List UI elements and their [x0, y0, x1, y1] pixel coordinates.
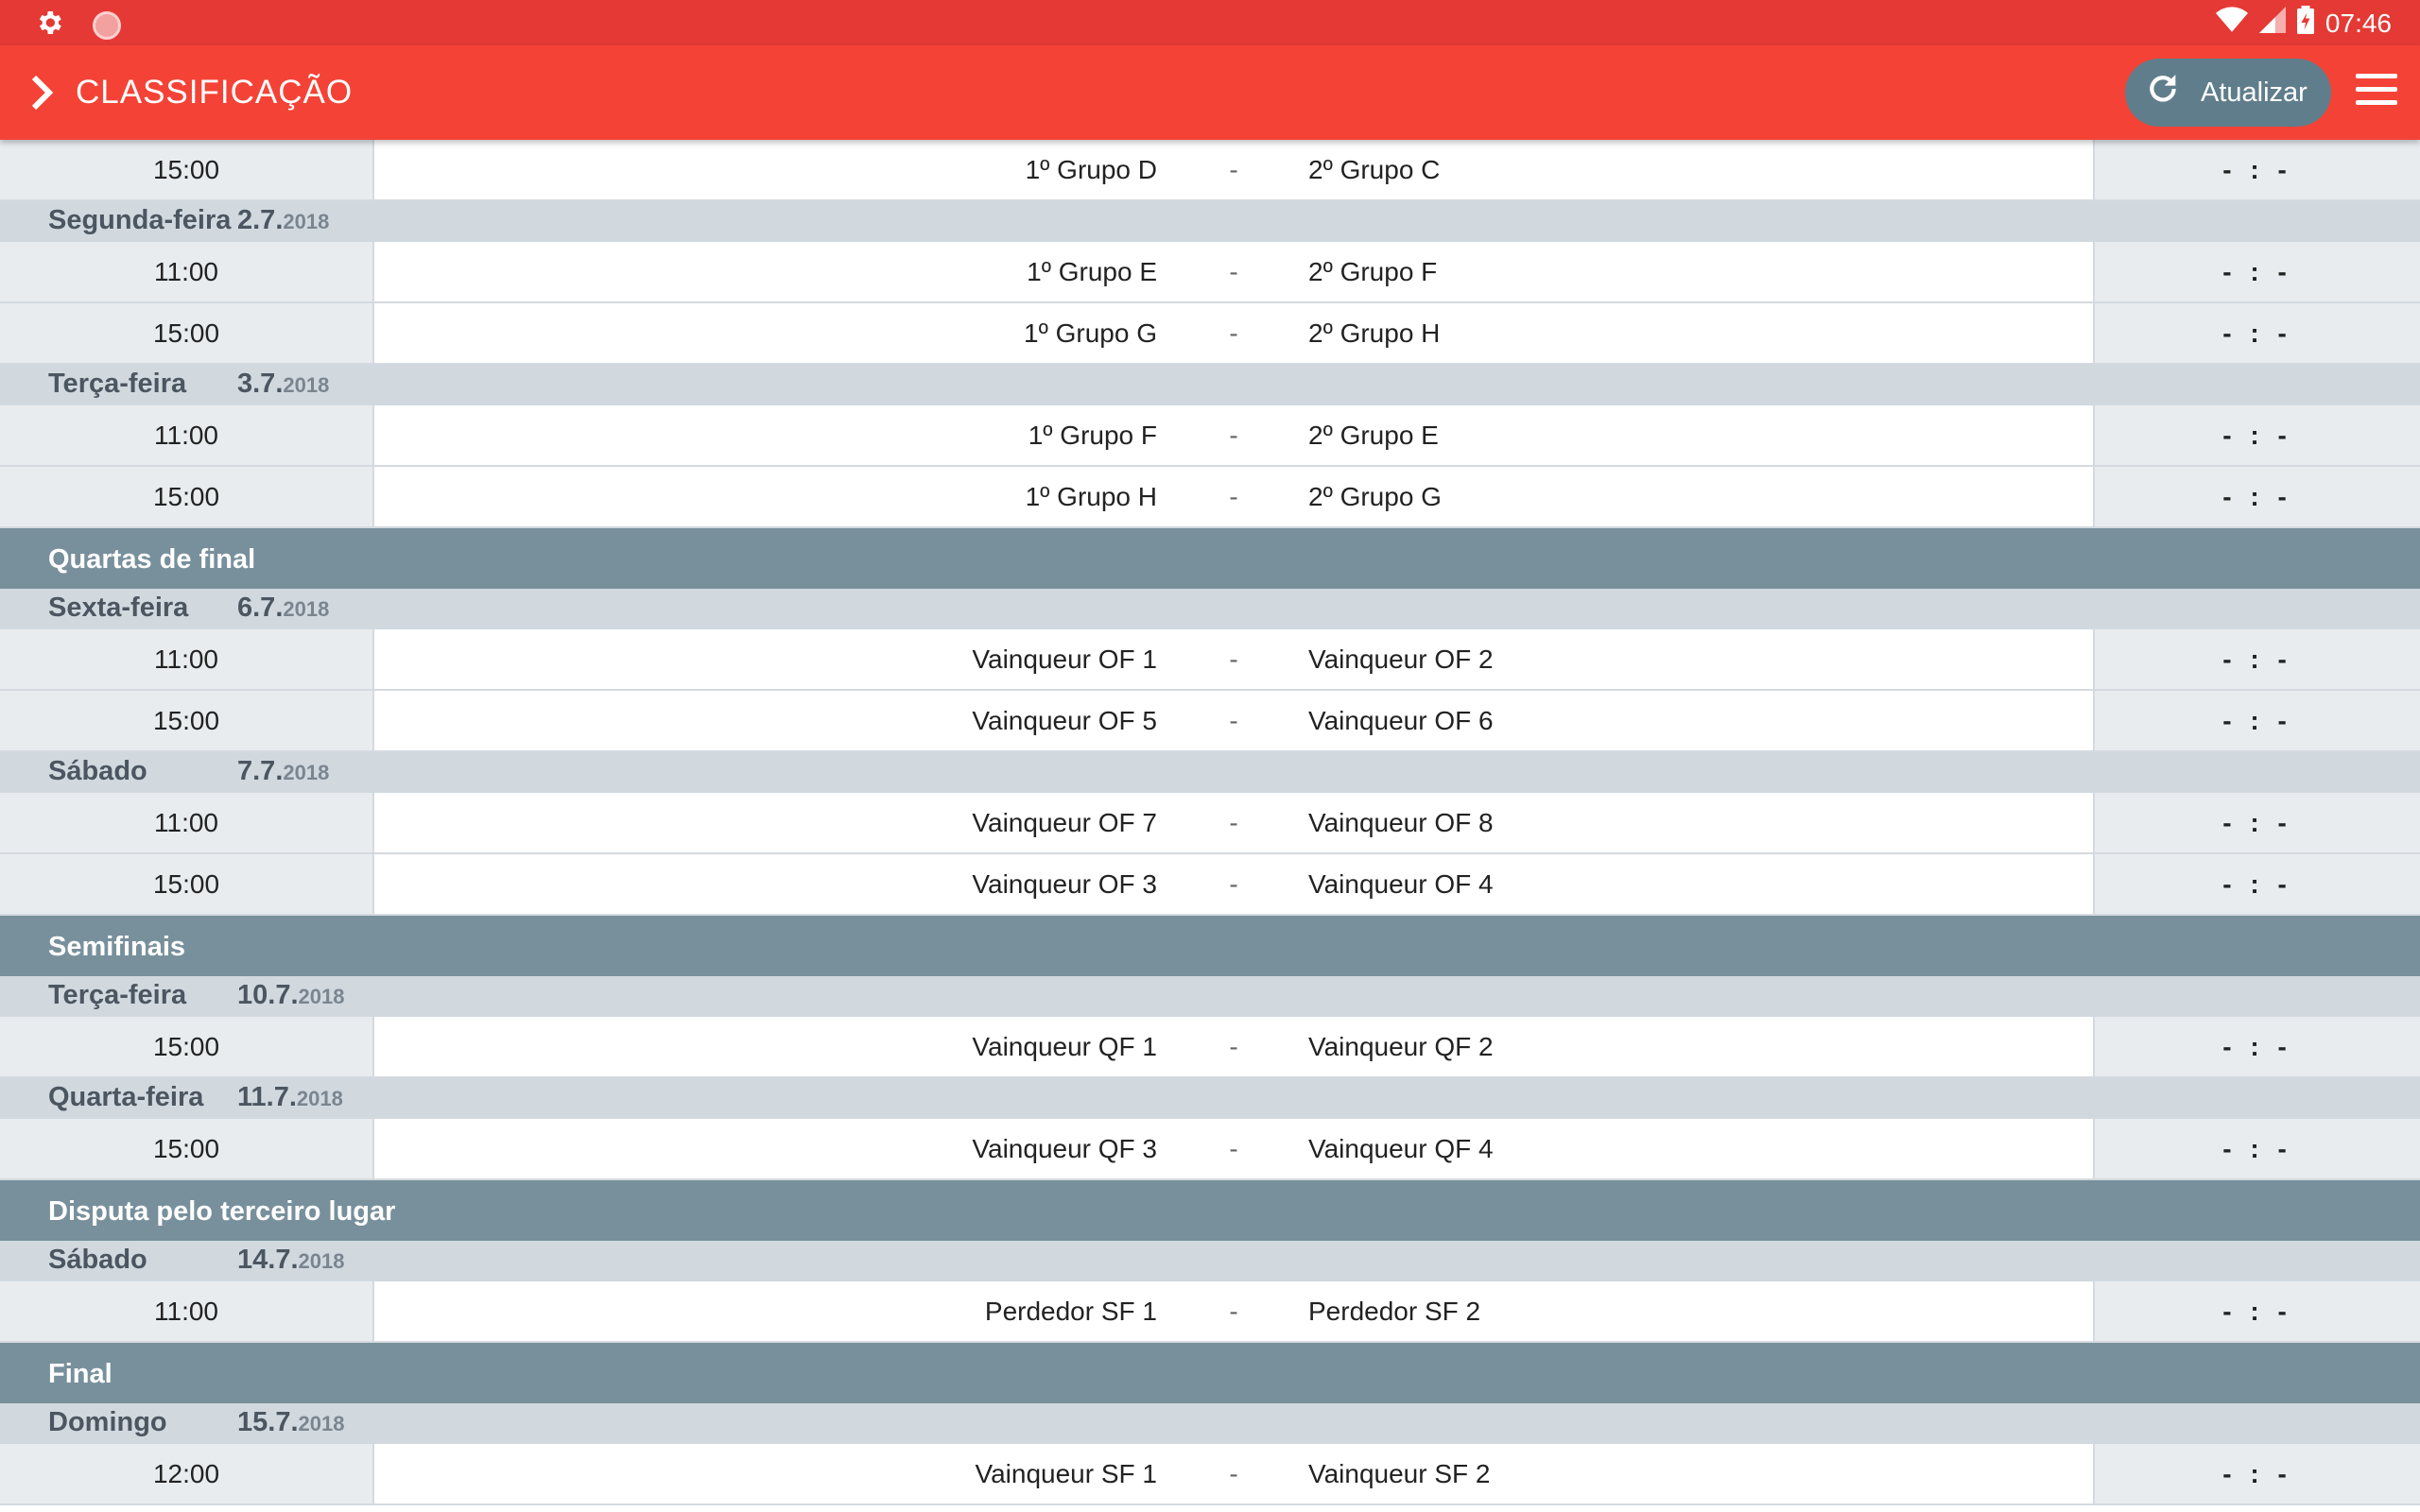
status-bar [0, 0, 2420, 45]
away-team: Vainqueur SF 2 [1308, 1458, 1491, 1488]
vs-separator: - [1229, 154, 1238, 184]
home-team: 1º Grupo D [1025, 154, 1157, 184]
away-team: Vainqueur QF 2 [1308, 1031, 1494, 1061]
home-team: Vainqueur SF 1 [975, 1458, 1157, 1488]
day-date [237, 980, 344, 1011]
day-header [0, 1241, 2420, 1281]
day-header [0, 752, 2420, 793]
date-year: 2018 [283, 597, 330, 621]
settings-icon [34, 8, 64, 43]
match-time: 11:00 [0, 629, 374, 689]
date-year: 2018 [283, 761, 330, 784]
match-time: 15:00 [0, 140, 374, 199]
day-date [237, 369, 329, 400]
match-row[interactable] [0, 405, 2420, 467]
match-time: 15:00 [0, 691, 374, 750]
date-day-month: 14.7. [237, 1245, 299, 1275]
match-score: - : - [2093, 303, 2420, 363]
date-day-month: 3.7. [237, 369, 284, 399]
round-header [0, 916, 2420, 976]
vs-separator: - [1229, 420, 1238, 450]
refresh-icon [2144, 70, 2182, 115]
match-score: - : - [2093, 405, 2420, 465]
date-day-month: 7.7. [237, 756, 284, 786]
match-row[interactable] [0, 303, 2420, 365]
day-name: Sábado [48, 1245, 147, 1275]
day-name: Domingo [48, 1407, 167, 1437]
date-day-month: 2.7. [237, 205, 284, 235]
vs-separator: - [1229, 1031, 1238, 1061]
round-title: Disputa pelo terceiro lugar [48, 1196, 396, 1227]
away-team: 2º Grupo C [1308, 154, 1441, 184]
day-name: Terça-feira [48, 980, 187, 1010]
match-time: 12:00 [0, 1444, 374, 1503]
match-row[interactable] [0, 1281, 2420, 1343]
date-year: 2018 [296, 1087, 343, 1110]
away-team: Vainqueur OF 2 [1308, 644, 1494, 674]
home-team: Vainqueur QF 3 [972, 1133, 1157, 1163]
round-title: Quartas de final [48, 544, 256, 575]
vs-separator: - [1229, 1133, 1238, 1163]
home-team: 1º Grupo F [1028, 420, 1157, 450]
round-header [0, 1343, 2420, 1403]
round-title: Semifinais [48, 932, 186, 962]
match-row[interactable] [0, 1444, 2420, 1505]
match-score: - : - [2093, 1444, 2420, 1503]
day-date [237, 756, 329, 787]
match-time: 15:00 [0, 467, 374, 526]
match-row[interactable] [0, 854, 2420, 916]
vs-separator: - [1229, 1296, 1238, 1326]
match-row[interactable] [0, 242, 2420, 303]
home-team: Vainqueur OF 3 [972, 868, 1157, 899]
refresh-label: Atualizar [2201, 77, 2308, 108]
match-row[interactable] [0, 140, 2420, 201]
match-row[interactable] [0, 467, 2420, 528]
vs-separator: - [1229, 644, 1238, 674]
match-row[interactable] [0, 1119, 2420, 1180]
match-score: - : - [2093, 629, 2420, 689]
day-name: Quarta-feira [48, 1082, 204, 1112]
date-day-month: 6.7. [237, 593, 284, 623]
wifi-icon [2216, 6, 2248, 41]
match-score: - : - [2093, 140, 2420, 199]
round-title: Final [48, 1359, 112, 1389]
day-header [0, 589, 2420, 629]
home-team: 1º Grupo G [1024, 318, 1157, 348]
match-time: 15:00 [0, 1017, 374, 1076]
record-icon [93, 11, 121, 40]
date-day-month: 10.7. [237, 980, 299, 1010]
refresh-button[interactable] [2125, 59, 2331, 127]
vs-separator: - [1229, 256, 1238, 286]
chevron-right-icon[interactable] [28, 70, 57, 120]
day-name: Segunda-feira [48, 205, 232, 235]
date-year: 2018 [298, 1412, 345, 1435]
match-time: 11:00 [0, 405, 374, 465]
match-score: - : - [2093, 691, 2420, 750]
day-name: Sexta-feira [48, 593, 189, 623]
match-time: 15:00 [0, 1119, 374, 1178]
day-name: Terça-feira [48, 369, 187, 399]
clock: 07:46 [2325, 8, 2392, 38]
away-team: 2º Grupo F [1308, 256, 1438, 286]
match-score: - : - [2093, 793, 2420, 852]
away-team: 2º Grupo H [1308, 318, 1441, 348]
away-team: 2º Grupo E [1308, 420, 1439, 450]
date-year: 2018 [283, 373, 330, 397]
away-team: Vainqueur OF 4 [1308, 868, 1494, 899]
match-row[interactable] [0, 1017, 2420, 1078]
home-team: 1º Grupo H [1025, 481, 1157, 511]
match-score: - : - [2093, 1119, 2420, 1178]
day-date [237, 205, 329, 236]
away-team: Vainqueur QF 4 [1308, 1133, 1494, 1163]
day-date [237, 1245, 344, 1276]
day-header [0, 976, 2420, 1017]
match-time: 15:00 [0, 303, 374, 363]
away-team: Vainqueur OF 8 [1308, 807, 1494, 837]
round-header [0, 1180, 2420, 1241]
date-year: 2018 [298, 985, 345, 1008]
home-team: Vainqueur QF 1 [972, 1031, 1157, 1061]
match-time: 15:00 [0, 854, 374, 914]
day-header [0, 365, 2420, 405]
signal-icon [2259, 7, 2286, 40]
match-score: - : - [2093, 467, 2420, 526]
date-year: 2018 [283, 210, 330, 233]
day-name: Sábado [48, 756, 147, 786]
match-time: 11:00 [0, 242, 374, 301]
battery-icon [2297, 6, 2314, 41]
match-time: 11:00 [0, 793, 374, 852]
match-time: 11:00 [0, 1281, 374, 1341]
match-score: - : - [2093, 242, 2420, 301]
menu-icon[interactable] [2356, 74, 2397, 112]
match-row[interactable] [0, 793, 2420, 854]
date-day-month: 11.7. [237, 1082, 297, 1112]
match-score: - : - [2093, 1281, 2420, 1341]
day-date [237, 593, 329, 624]
vs-separator: - [1229, 868, 1238, 899]
home-team: Vainqueur OF 1 [972, 644, 1157, 674]
match-score: - : - [2093, 1017, 2420, 1076]
date-day-month: 15.7. [237, 1407, 299, 1437]
home-team: Vainqueur OF 5 [972, 705, 1157, 735]
away-team: Perdedor SF 2 [1308, 1296, 1481, 1326]
day-header [0, 1403, 2420, 1444]
app-bar [0, 45, 2420, 140]
vs-separator: - [1229, 705, 1238, 735]
match-row[interactable] [0, 691, 2420, 752]
match-score: - : - [2093, 854, 2420, 914]
vs-separator: - [1229, 481, 1238, 511]
day-date [237, 1082, 343, 1113]
match-row[interactable] [0, 629, 2420, 691]
round-header [0, 528, 2420, 589]
away-team: 2º Grupo G [1308, 481, 1442, 511]
home-team: Perdedor SF 1 [984, 1296, 1157, 1326]
home-team: 1º Grupo E [1027, 256, 1157, 286]
vs-separator: - [1229, 807, 1238, 837]
vs-separator: - [1229, 1458, 1238, 1488]
page-title: CLASSIFICAÇÃO [76, 74, 354, 111]
day-date [237, 1407, 344, 1438]
match-list[interactable] [0, 140, 2420, 1505]
home-team: Vainqueur OF 7 [972, 807, 1157, 837]
day-header [0, 1078, 2420, 1119]
date-year: 2018 [298, 1249, 345, 1273]
vs-separator: - [1229, 318, 1238, 348]
day-header [0, 201, 2420, 242]
away-team: Vainqueur OF 6 [1308, 705, 1494, 735]
